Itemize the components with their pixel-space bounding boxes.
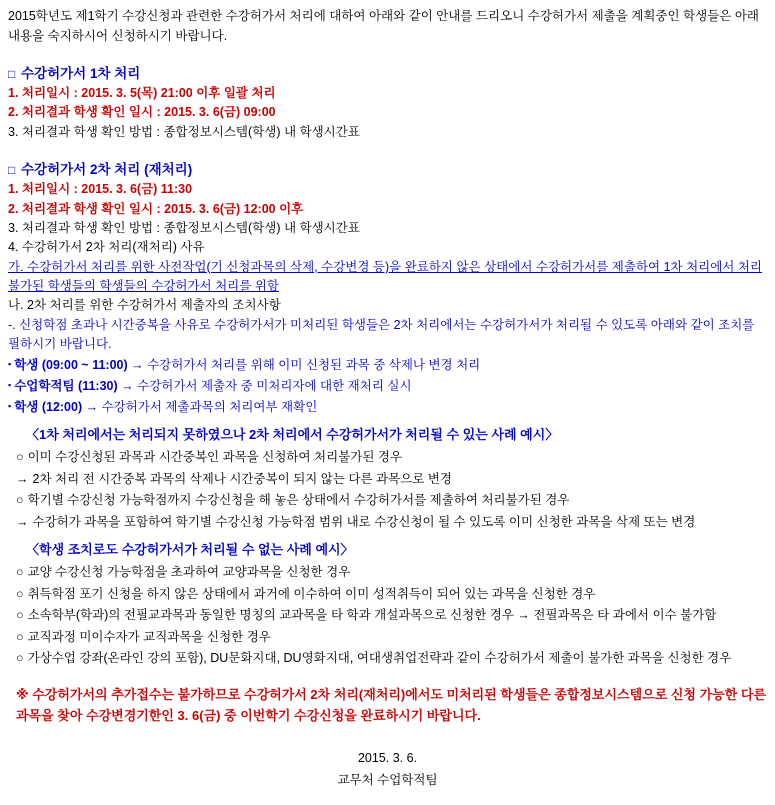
circle-marker-icon: ○ <box>16 651 24 666</box>
square-bullet-icon: □ <box>8 163 16 178</box>
non-processable-cases-heading: 〈학생 조치로도 수강허가서가 처리될 수 없는 사례 예시〉 <box>26 542 354 558</box>
case-text: 2차 처리 전 시간중복 과목의 삭제나 시간중복이 되지 않는 다른 과목으로 변경 <box>32 471 452 486</box>
non-processable-case-4 <box>16 627 767 649</box>
square-bullet-icon: □ <box>8 67 16 81</box>
section2-item-1: 1. 처리일시 : 2015. 3. 6(금) 11:30 <box>8 182 193 197</box>
action-text: → 수강허가서 제출과목의 처리여부 재확인 <box>82 400 318 414</box>
intro-paragraph: 2015학년도 제1학기 수강신청과 관련한 수강허가서 처리에 대하여 아래와 같이 안내를 드리오니 수강허가서 제출을 계획중인 학생들은 아래 내용을 숙지하시어 신청하시기 바랍니다. <box>8 9 763 43</box>
square-marker-icon: ▪ <box>8 401 12 411</box>
circle-marker-icon: ○ <box>16 565 24 580</box>
closing-department: 교무처 수업학적팀 <box>337 773 438 788</box>
action-text: → 수강허가서 처리를 위해 이미 신청된 과목 중 삭제나 변경 처리 <box>127 357 481 372</box>
circle-marker-icon: ○ <box>16 629 24 644</box>
action-label: 수업학적팀 (11:30) <box>14 378 118 393</box>
processable-case-1-remedy <box>16 469 767 491</box>
case-text: 교직과정 미이수자가 교직과목을 신청한 경우 <box>27 629 271 644</box>
processable-case-2 <box>16 490 767 512</box>
case-text: 가상수업 강좌(온라인 강의 포함), DU문화지대, DU영화지대, 여대생취업전략과 같이 수강허가서 제출이 불가한 과목을 신청한 경우 <box>27 651 732 666</box>
non-processable-case-1 <box>16 562 767 584</box>
action-item-student-noon <box>8 397 767 418</box>
case-text: 수강허가 과목을 포함하여 학기별 수강신청 가능학점 범위 내로 수강신청이 될 수 있도록 이미 신청한 과목을 삭제 또는 변경 <box>32 514 696 529</box>
circle-marker-icon: ○ <box>16 608 24 623</box>
section1-title: 수강허가서 1차 처리 <box>21 66 141 81</box>
circle-marker-icon: ○ <box>16 586 24 601</box>
section1-heading <box>8 62 767 82</box>
section1-item-3: 3. 처리결과 학생 확인 방법 : 종합정보시스템(학생) 내 학생시간표 <box>8 124 360 139</box>
case-text: 취득학점 포기 신청을 하지 않은 상태에서 과거에 이수하여 이미 성적취득이 되어 있는 과목을 신청한 경우 <box>27 586 596 601</box>
spacer <box>8 52 767 60</box>
square-marker-icon: ▪ <box>8 379 12 390</box>
case-text: 이미 수강신청된 과목과 시간중복인 과목을 신청하여 처리불가된 경우 <box>27 450 403 465</box>
square-marker-icon: ▪ <box>8 358 12 369</box>
section2-reason-a: 가. 수강허가서 처리를 위한 사전작업(기 신청과목의 삭제, 수강변경 등)을 완료하지 않은 상태에서 수강허가서를 제출하여 1차 처리에서 처리불가된 학생들의 학생들의 수강허가서 처리를 위함 <box>8 259 762 293</box>
section2-item-4: 4. 수강허가서 2차 처리(재처리) 사유 <box>8 240 205 255</box>
non-processable-case-3 <box>16 605 767 627</box>
section1-item-1: 1. 처리일시 : 2015. 3. 5(목) 21:00 이후 일괄 처리 <box>8 86 276 100</box>
section2-item-3: 3. 처리결과 학생 확인 방법 : 종합정보시스템(학생) 내 학생시간표 <box>8 220 360 235</box>
section2-title: 수강허가서 2차 처리 (재처리) <box>21 162 193 178</box>
case-text: 소속학부(학과)의 전필교과목과 동일한 명칭의 교과목을 타 학과 개설과목으로 신청한 경우 → 전필과목은 타 과에서 이수 불가함 <box>27 608 717 623</box>
section2-reason-b: 나. 2차 처리를 위한 수강허가서 제출자의 조치사항 <box>8 298 281 313</box>
case-text: 학기별 수강신청 가능학점까지 수강신청을 해 놓은 상태에서 수강허가서를 제출하여 처리불가된 경우 <box>27 493 570 508</box>
section2-item-2: 2. 처리결과 학생 확인 일시 : 2015. 3. 6(금) 12:00 이후 <box>8 201 304 216</box>
processable-case-2-remedy <box>16 512 767 534</box>
section2-heading <box>8 158 767 178</box>
arrow-marker-icon: → <box>16 514 29 529</box>
section1-item-2: 2. 처리결과 학생 확인 일시 : 2015. 3. 6(금) 09:00 <box>8 105 276 120</box>
closing-block <box>8 747 767 792</box>
closing-date: 2015. 3. 6. <box>357 750 418 765</box>
spacer <box>8 142 767 156</box>
action-label: 학생 (12:00) <box>14 400 83 414</box>
case-text: 교양 수강신청 가능학점을 초과하여 교양과목을 신청한 경우 <box>27 565 351 580</box>
processable-case-1 <box>16 447 767 469</box>
non-processable-case-2 <box>16 584 767 606</box>
circle-marker-icon: ○ <box>16 450 24 465</box>
action-text: → 수강허가서 제출자 중 미처리자에 대한 재처리 실시 <box>117 378 412 393</box>
processable-cases-heading: 〈1차 처리에서는 처리되지 못하였으나 2차 처리에서 수강허가서가 처리될 수 있는 사례 예시〉 <box>26 427 559 443</box>
action-label: 학생 (09:00 ~ 11:00) <box>14 357 128 372</box>
action-item-office <box>8 376 767 397</box>
circle-marker-icon: ○ <box>16 493 24 508</box>
action-item-student-morning <box>8 355 767 376</box>
non-processable-case-5 <box>16 648 767 670</box>
important-notice: ※ 수강허가서의 추가접수는 불가하므로 수강허가서 2차 처리(재처리)에서도 미처리된 학생들은 종합정보시스템으로 신청 가능한 다른 과목을 찾아 수강변경기한인 3. 6(금) 중 이번학기 수강신청을 완료하시기 바랍니다. <box>16 686 770 724</box>
section2-reason-c: -. 신청학점 초과나 시간중복을 사유로 수강허가서가 미처리된 학생들은 2차 처리에서는 수강허가서가 처리될 수 있도록 아래와 같이 조치를 필하시기 바랍니다. <box>8 317 758 352</box>
arrow-marker-icon: → <box>16 471 29 486</box>
